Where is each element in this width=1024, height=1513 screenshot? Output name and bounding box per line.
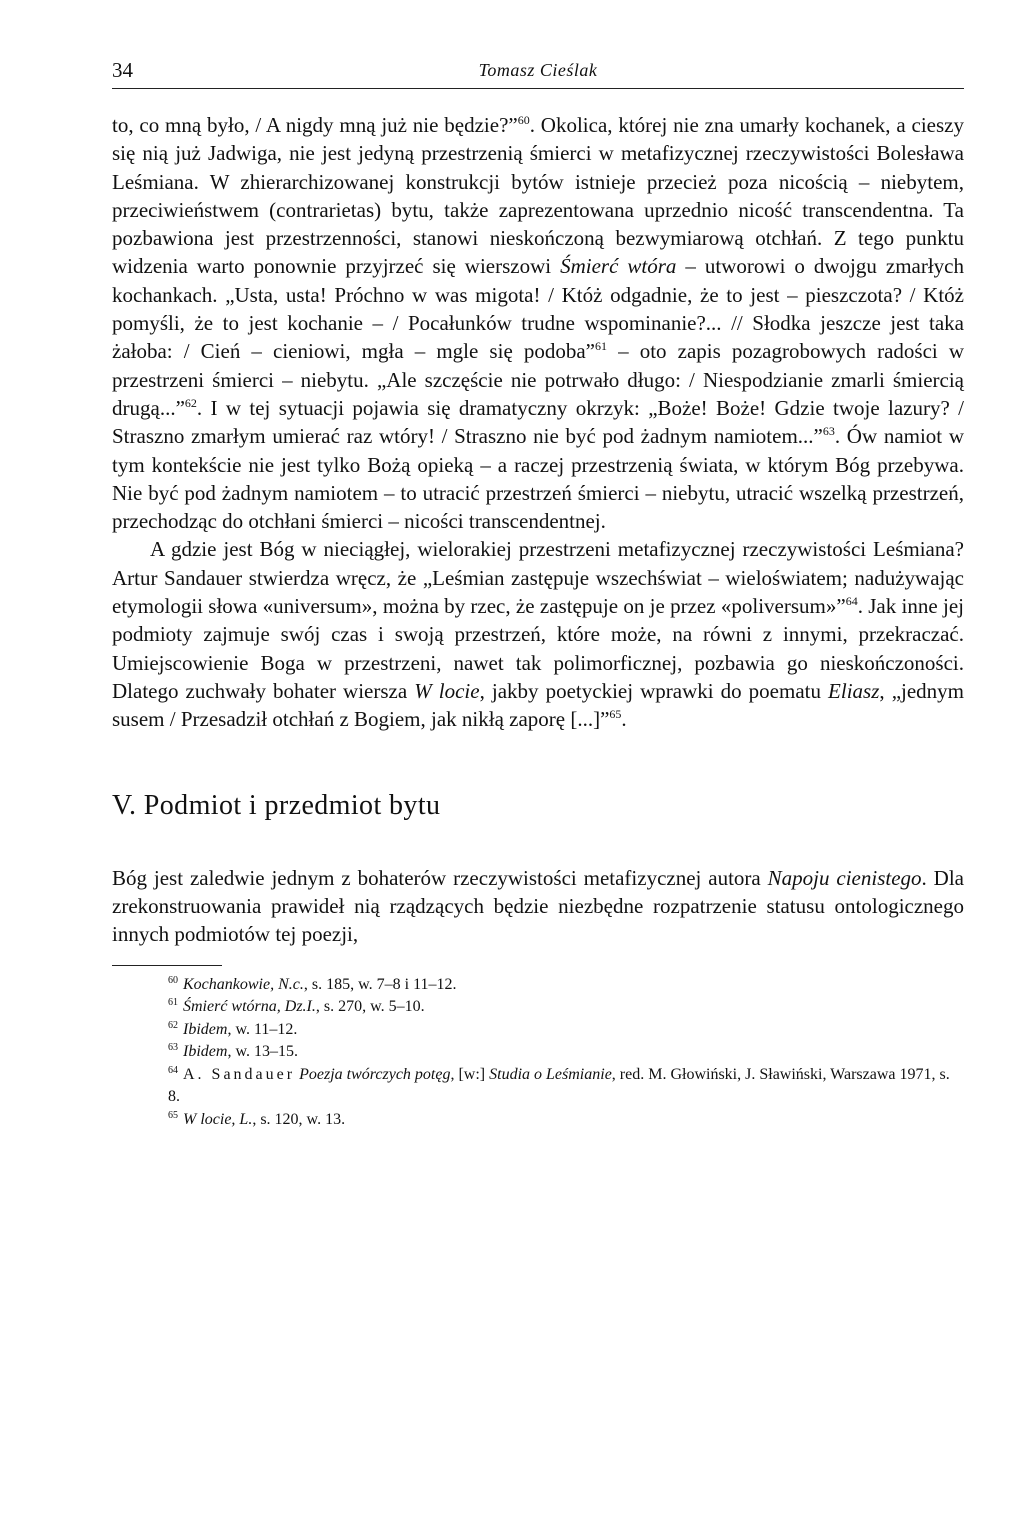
footnote-title: W locie, L. [183,1110,253,1128]
footnote-65 [112,1109,964,1132]
footnote-61 [112,996,964,1019]
footnote-number: 60 [168,974,178,986]
footnote-63 [112,1041,964,1064]
title-smierc-wtora: Śmierć wtóra [560,254,677,279]
running-head-author: Tomasz Cieślak [478,60,598,80]
footnotes [112,974,964,1132]
footnote-text: , s. 120, w. 13. [252,1110,346,1128]
footnote-separator [112,965,222,966]
title-w-locie: W locie [414,678,480,703]
running-head [112,58,964,89]
footnote-author: A. Sandauer [183,1065,296,1083]
footnote-ref-60[interactable]: 60 [517,113,530,127]
footnote-number: 63 [168,1042,178,1054]
footnote-title: Poezja twórczych potęg [299,1065,451,1083]
footnote-62 [112,1019,964,1042]
footnote-title: Studia o Leśmianie [489,1065,612,1083]
text-span: A gdzie jest Bóg w nieciągłej, wielorakiej przestrzeni metafizycznej rzeczywistości Leśmiana? Artur Sandauer stwierdza wręcz, że „Leśmian zastępuje wszechświat – wieloświatem; nadużywając etymologii słowa «universum», można by rzec, że zastępuje on je przez «poliversum»” [112,537,964,619]
footnote-title: Śmierć wtórna, Dz.I. [183,998,316,1016]
footnote-text: , s. 185, w. 7–8 i 11–12. [303,975,457,993]
footnote-ref-64[interactable]: 64 [845,594,858,609]
footnote-text: , [w:] [450,1065,490,1083]
page-number: 34 [112,58,133,82]
footnote-number: 62 [168,1019,178,1031]
text-span: Bóg jest zaledwie jednym z bohaterów rzeczywistości metafizycznej autora [112,865,768,890]
footnote-text: , s. 270, w. 5–10. [315,998,425,1016]
text-span: – oto zapis pozagrobowych radości w przestrzeni śmierci – niebytu. „Ale szczęście nie potrwało długo: / Niespodzianie zmarli śmiercią drugą...” [112,339,964,420]
footnote-ref-61[interactable]: 61 [595,339,607,354]
text-span: . Dla zrekonstruowania prawideł nią rządzących będzie niezbędne rozpatrzenie statusu ontologicznego innych podmiotów tej poezji, [112,865,964,947]
text-span: . [621,707,627,732]
footnote-number: 65 [168,1109,178,1121]
footnote-number: 61 [168,997,178,1009]
footnote-number: 64 [168,1064,178,1076]
footnote-text: , w. 13–15. [227,1043,298,1061]
text-span: , „jednym susem / Przesadził otchłań z Bogiem, jak nikłą zaporę [...]” [112,678,964,732]
text-span: . Okolica, której nie zna umarły kochanek, a cieszy się nią już Jadwiga, nie jest jedyną przestrzenią śmierci w metafizycznej rzeczywistości Bolesława Leśmiana. W zhierarchizowanej konstrukcji bytów istnieje przecież poza nicością – niebytem, przeciwieństwem (contrarietas) bytu, także zaprezentowana uprzednio nicość transcendentna. Ta pozbawiona jest przestrzenności, stanowi nieskończoną bezwymiarową otchłań. Z tego punktu widzenia warto ponownie przyjrzeć się wierszowi [112,113,964,279]
title-eliasz: Eliasz [828,678,880,703]
text-span: . Ów namiot w tym kontekście nie jest tylko Bożą opieką – a raczej przestrzenią świata, w którym Bóg przebywa. Nie być pod żadnym namiotem – to utracić przestrzeń śmierci – niebytu, utracić wszelką przestrzeń, przechodząc do otchłani śmierci – nicości transcendentnej. [112,424,964,534]
paragraph-2 [112,535,964,733]
footnote-60 [112,974,964,997]
text-span: , jakby poetyckiej wprawki do poematu [479,678,829,703]
footnote-title: Ibidem [183,1043,228,1061]
body-text [112,111,964,949]
footnote-lead [112,1066,295,1083]
footnote-ref-65[interactable]: 65 [609,707,622,722]
paragraph-3 [112,864,964,949]
footnote-text: , w. 11–12. [227,1020,298,1038]
footnote-ref-62[interactable]: 62 [184,395,197,410]
text-span: . Jak inne jej podmioty zajmuje swój czas i swoją przestrzeń, które może, na równi z innymi, przekraczać. Umiejscowienie Boga w przestrzeni, nawet tak polimorficznej, pozbawia go nieskończoności. Dlatego zuchwały bohater wiersza [112,594,965,703]
paragraph-1 [112,111,964,535]
footnote-ref-63[interactable]: 63 [822,424,835,439]
title-napoju-cienistego: Napoju cienistego [767,865,922,890]
footnote-title: Ibidem [183,1020,228,1038]
footnote-64 [112,1064,964,1109]
footnote-text: , red. M. Głowiński, J. Sławiński, Warszawa 1971, s. 8. [168,1065,950,1106]
section-heading: V. Podmiot i przedmiot bytu [112,789,441,821]
text-span: – utworowi o dwojgu zmarłych kochankach. „Usta, usta! Próchno w was migota! / Któż odgadnie, że to jest – pieszczota? / Któż pomyśli, że to jest kochanie – / Pocałunków trudne wspominanie?... // Słodka jeszcze jest taka żałoba: / Cień – cieniowi, mgła – mgle się podoba” [112,254,965,364]
text-span: . I w tej sytuacji pojawia się dramatyczny okrzyk: „Boże! Boże! Gdzie twoje lazury? / Straszno zmarłym umierać raz wtóry! / Straszno nie być pod żadnym namiotem...” [112,395,964,449]
page [112,58,964,1131]
footnote-title: Kochankowie, N.c. [183,975,304,993]
text-span: to, co mną było, / A nigdy mną już nie będzie?” [112,113,518,137]
